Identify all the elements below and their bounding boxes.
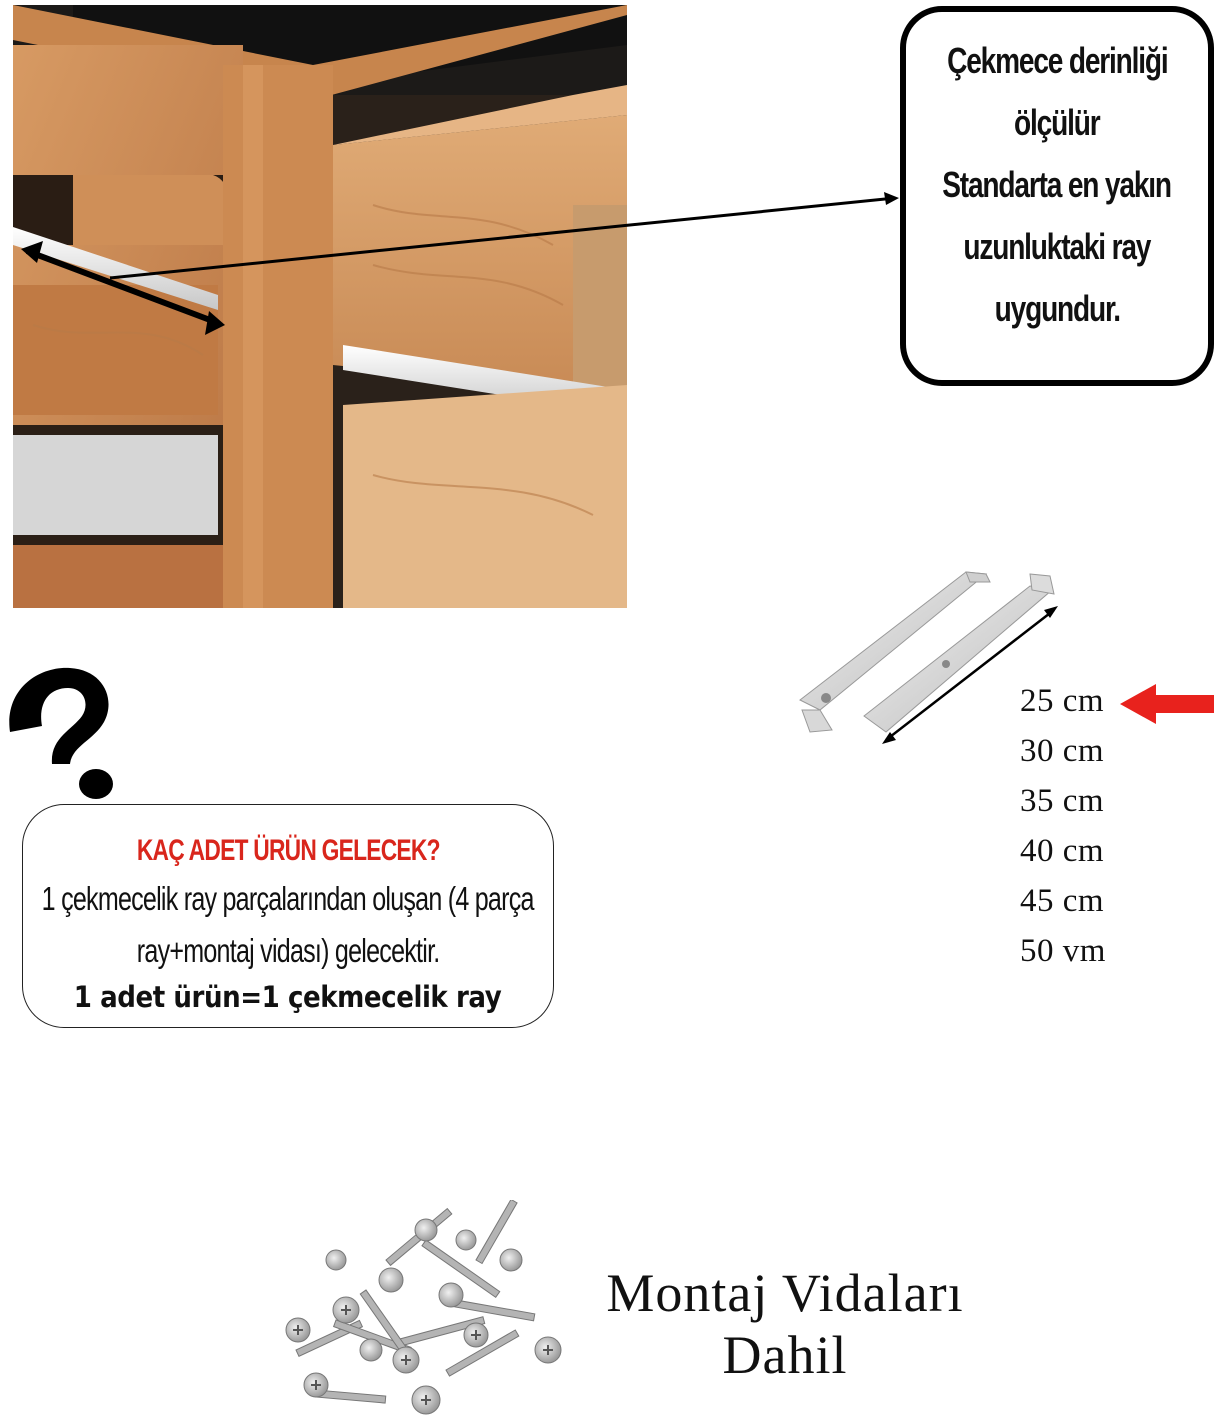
callout-line-5: uygundur. [994, 288, 1120, 329]
info-description-line-2: ray+montaj vidası) gelecektir. [136, 932, 440, 969]
red-arrow-icon [1120, 684, 1214, 724]
size-option-50: 50 vm [1020, 933, 1106, 969]
callout-line-4: uzunluktaki ray [963, 226, 1151, 267]
info-description-line-1: 1 çekmecelik ray parçalarından oluşan (4 parça [42, 880, 535, 917]
size-option-45: 45 cm [1020, 883, 1105, 919]
screws-image [276, 1200, 572, 1422]
depth-callout-box [900, 6, 1214, 386]
info-box [22, 804, 554, 1028]
callout-line-1: Çekmece derinliği [946, 40, 1168, 81]
montaj-line-2: Dahil [722, 1325, 848, 1385]
callout-line-2: ölçülür [1014, 102, 1100, 143]
size-option-35: 35 cm [1020, 783, 1105, 819]
size-option-30: 30 cm [1020, 733, 1105, 769]
info-bold-line: 1 adet ürün=1 çekmecelik ray [74, 980, 502, 1014]
size-option-25: 25 cm [1020, 683, 1105, 719]
mounting-screws-included-label [560, 1262, 1010, 1386]
info-title: KAÇ ADET ÜRÜN GELECEK? [136, 834, 440, 867]
montaj-line-1: Montaj Vidaları [606, 1263, 964, 1323]
question-mark-icon [0, 660, 120, 800]
size-option-40: 40 cm [1020, 833, 1105, 869]
callout-line-3: Standarta en yakın [942, 164, 1172, 205]
